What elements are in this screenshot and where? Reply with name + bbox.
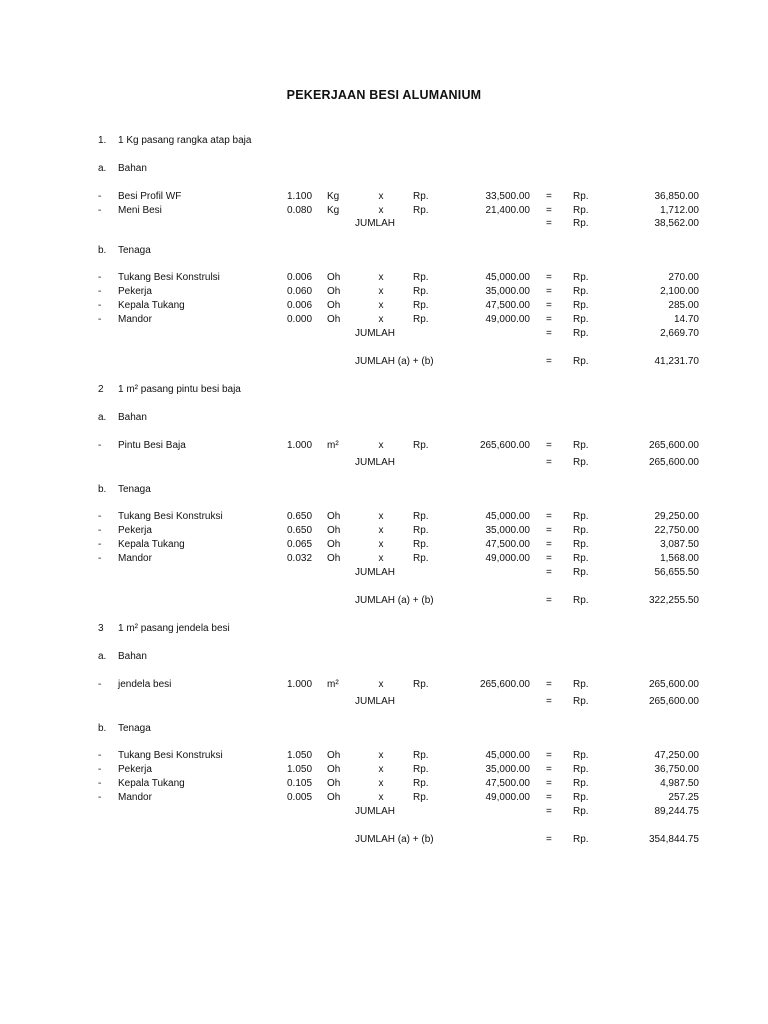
multiply-sign: x <box>378 191 384 202</box>
currency-label: Rp. <box>573 314 589 325</box>
item-total: 265,600.00 <box>648 440 699 451</box>
item-unit-price: 35,000.00 <box>485 286 530 297</box>
currency-label: Rp. <box>573 764 589 775</box>
equals-sign: = <box>546 286 552 297</box>
item-total: 14.70 <box>673 314 699 325</box>
tenaga-jumlah-label: JUMLAH <box>355 328 396 339</box>
item-unit-price: 49,000.00 <box>485 792 530 803</box>
bullet-dash: - <box>98 511 102 522</box>
item-quantity: 0.650 <box>287 525 313 536</box>
bullet-dash: - <box>98 792 102 803</box>
currency-label: Rp. <box>573 300 589 311</box>
item-unit: Oh <box>327 300 341 311</box>
currency-label: Rp. <box>573 205 589 216</box>
tenaga-jumlah-value: 56,655.50 <box>654 567 699 578</box>
currency-label: Rp. <box>413 272 429 283</box>
currency-label: Rp. <box>413 286 429 297</box>
tenaga-jumlah-value: 89,244.75 <box>654 806 699 817</box>
equals-sign: = <box>546 525 552 536</box>
item-name: Besi Profil WF <box>118 191 182 202</box>
bullet-dash: - <box>98 750 102 761</box>
item-unit-price: 45,000.00 <box>485 272 530 283</box>
multiply-sign: x <box>378 750 384 761</box>
item-quantity: 0.006 <box>287 300 313 311</box>
bullet-dash: - <box>98 764 102 775</box>
item-unit-price: 49,000.00 <box>485 314 530 325</box>
currency-label: Rp. <box>573 834 589 845</box>
section-total-value: 354,844.75 <box>648 834 699 845</box>
item-quantity: 0.060 <box>287 286 313 297</box>
equals-sign: = <box>546 679 552 690</box>
equals-sign: = <box>546 440 552 451</box>
item-quantity: 1.050 <box>287 750 313 761</box>
item-unit-price: 45,000.00 <box>485 511 530 522</box>
page-title: PEKERJAAN BESI ALUMANIUM <box>286 88 482 102</box>
subsection-letter: b. <box>98 245 107 256</box>
bullet-dash: - <box>98 679 102 690</box>
bahan-heading: Bahan <box>118 651 147 662</box>
section-title: 1 m² pasang jendela besi <box>118 623 230 634</box>
multiply-sign: x <box>378 792 384 803</box>
currency-label: Rp. <box>573 792 589 803</box>
currency-label: Rp. <box>573 696 589 707</box>
subsection-letter: b. <box>98 484 107 495</box>
item-total: 257.25 <box>668 792 699 803</box>
bullet-dash: - <box>98 525 102 536</box>
multiply-sign: x <box>378 679 384 690</box>
multiply-sign: x <box>378 764 384 775</box>
item-total: 29,250.00 <box>654 511 699 522</box>
item-unit: Oh <box>327 539 341 550</box>
bullet-dash: - <box>98 272 102 283</box>
item-unit: Oh <box>327 792 341 803</box>
section-number: 3 <box>98 623 104 634</box>
currency-label: Rp. <box>573 440 589 451</box>
item-name: Kepala Tukang <box>118 778 185 789</box>
item-name: Pekerja <box>118 764 152 775</box>
currency-label: Rp. <box>413 440 429 451</box>
tenaga-heading: Tenaga <box>118 245 151 256</box>
item-unit-price: 47,500.00 <box>485 300 530 311</box>
item-name: Meni Besi <box>118 205 162 216</box>
bullet-dash: - <box>98 300 102 311</box>
bullet-dash: - <box>98 205 102 216</box>
equals-sign: = <box>546 314 552 325</box>
currency-label: Rp. <box>413 778 429 789</box>
multiply-sign: x <box>378 300 384 311</box>
item-total: 285.00 <box>668 300 699 311</box>
item-unit-price: 33,500.00 <box>485 191 530 202</box>
bahan-jumlah-label: JUMLAH <box>355 218 396 229</box>
equals-sign: = <box>546 553 552 564</box>
item-quantity: 0.032 <box>287 553 313 564</box>
item-unit: Oh <box>327 286 341 297</box>
section-number: 1. <box>98 135 107 146</box>
item-total: 22,750.00 <box>654 525 699 536</box>
tenaga-heading: Tenaga <box>118 723 151 734</box>
item-name: Mandor <box>118 314 152 325</box>
currency-label: Rp. <box>413 300 429 311</box>
item-unit: m² <box>327 679 339 690</box>
item-unit: Oh <box>327 750 341 761</box>
currency-label: Rp. <box>573 553 589 564</box>
currency-label: Rp. <box>573 525 589 536</box>
equals-sign: = <box>546 792 552 803</box>
bahan-heading: Bahan <box>118 163 147 174</box>
currency-label: Rp. <box>573 567 589 578</box>
equals-sign: = <box>546 595 552 606</box>
currency-label: Rp. <box>573 191 589 202</box>
multiply-sign: x <box>378 553 384 564</box>
bullet-dash: - <box>98 440 102 451</box>
equals-sign: = <box>546 778 552 789</box>
multiply-sign: x <box>378 525 384 536</box>
section-total-value: 41,231.70 <box>654 356 699 367</box>
section-total-label: JUMLAH (a) + (b) <box>355 834 434 845</box>
equals-sign: = <box>546 539 552 550</box>
bullet-dash: - <box>98 553 102 564</box>
equals-sign: = <box>546 457 552 468</box>
multiply-sign: x <box>378 272 384 283</box>
item-quantity: 0.065 <box>287 539 313 550</box>
bullet-dash: - <box>98 778 102 789</box>
item-unit: Kg <box>327 191 340 202</box>
equals-sign: = <box>546 834 552 845</box>
tenaga-jumlah-label: JUMLAH <box>355 806 396 817</box>
currency-label: Rp. <box>413 511 429 522</box>
equals-sign: = <box>546 764 552 775</box>
section-total-value: 322,255.50 <box>648 595 699 606</box>
bahan-jumlah-label: JUMLAH <box>355 696 396 707</box>
item-unit: Oh <box>327 764 341 775</box>
item-quantity: 0.105 <box>287 778 313 789</box>
item-unit-price: 265,600.00 <box>479 679 530 690</box>
currency-label: Rp. <box>573 539 589 550</box>
equals-sign: = <box>546 272 552 283</box>
item-unit: Oh <box>327 778 341 789</box>
item-unit: Oh <box>327 525 341 536</box>
item-unit-price: 45,000.00 <box>485 750 530 761</box>
subsection-letter: b. <box>98 723 107 734</box>
item-unit: m² <box>327 440 339 451</box>
bullet-dash: - <box>98 286 102 297</box>
item-total: 47,250.00 <box>654 750 699 761</box>
currency-label: Rp. <box>413 539 429 550</box>
currency-label: Rp. <box>413 314 429 325</box>
currency-label: Rp. <box>413 792 429 803</box>
item-quantity: 0.650 <box>287 511 313 522</box>
item-quantity: 0.000 <box>287 314 313 325</box>
item-unit-price: 35,000.00 <box>485 525 530 536</box>
item-name: Mandor <box>118 792 152 803</box>
equals-sign: = <box>546 806 552 817</box>
currency-label: Rp. <box>413 525 429 536</box>
multiply-sign: x <box>378 286 384 297</box>
currency-label: Rp. <box>573 457 589 468</box>
multiply-sign: x <box>378 440 384 451</box>
currency-label: Rp. <box>413 764 429 775</box>
bahan-jumlah-value: 265,600.00 <box>648 457 699 468</box>
item-unit: Kg <box>327 205 340 216</box>
item-unit-price: 265,600.00 <box>479 440 530 451</box>
item-name: Tukang Besi Konstruksi <box>118 750 223 761</box>
currency-label: Rp. <box>573 679 589 690</box>
subsection-letter: a. <box>98 651 107 662</box>
item-quantity: 0.005 <box>287 792 313 803</box>
bahan-jumlah-value: 38,562.00 <box>654 218 699 229</box>
section-total-label: JUMLAH (a) + (b) <box>355 595 434 606</box>
section-title: 1 Kg pasang rangka atap baja <box>118 135 252 146</box>
currency-label: Rp. <box>573 750 589 761</box>
currency-label: Rp. <box>573 511 589 522</box>
item-name: Pintu Besi Baja <box>118 440 186 451</box>
tenaga-jumlah-label: JUMLAH <box>355 567 396 578</box>
equals-sign: = <box>546 696 552 707</box>
section-number: 2 <box>98 384 104 395</box>
currency-label: Rp. <box>573 328 589 339</box>
section-title: 1 m² pasang pintu besi baja <box>118 384 241 395</box>
bullet-dash: - <box>98 314 102 325</box>
item-unit: Oh <box>327 553 341 564</box>
multiply-sign: x <box>378 314 384 325</box>
currency-label: Rp. <box>573 356 589 367</box>
currency-label: Rp. <box>413 553 429 564</box>
item-name: Tukang Besi Konstruksi <box>118 511 223 522</box>
item-quantity: 0.080 <box>287 205 313 216</box>
multiply-sign: x <box>378 205 384 216</box>
subsection-letter: a. <box>98 412 107 423</box>
currency-label: Rp. <box>573 595 589 606</box>
equals-sign: = <box>546 205 552 216</box>
section-total-label: JUMLAH (a) + (b) <box>355 356 434 367</box>
item-unit: Oh <box>327 272 341 283</box>
bahan-jumlah-value: 265,600.00 <box>648 696 699 707</box>
multiply-sign: x <box>378 778 384 789</box>
equals-sign: = <box>546 511 552 522</box>
item-name: Kepala Tukang <box>118 300 185 311</box>
currency-label: Rp. <box>413 205 429 216</box>
equals-sign: = <box>546 218 552 229</box>
currency-label: Rp. <box>413 679 429 690</box>
item-unit-price: 47,500.00 <box>485 778 530 789</box>
item-unit-price: 49,000.00 <box>485 553 530 564</box>
item-total: 1,712.00 <box>660 205 699 216</box>
currency-label: Rp. <box>413 750 429 761</box>
item-unit-price: 35,000.00 <box>485 764 530 775</box>
item-total: 1,568.00 <box>660 553 699 564</box>
equals-sign: = <box>546 191 552 202</box>
bullet-dash: - <box>98 539 102 550</box>
subsection-letter: a. <box>98 163 107 174</box>
equals-sign: = <box>546 567 552 578</box>
item-name: Pekerja <box>118 286 152 297</box>
item-name: Pekerja <box>118 525 152 536</box>
multiply-sign: x <box>378 539 384 550</box>
item-total: 36,750.00 <box>654 764 699 775</box>
item-unit-price: 47,500.00 <box>485 539 530 550</box>
currency-label: Rp. <box>573 218 589 229</box>
equals-sign: = <box>546 356 552 367</box>
bullet-dash: - <box>98 191 102 202</box>
item-total: 4,987.50 <box>660 778 699 789</box>
tenaga-heading: Tenaga <box>118 484 151 495</box>
currency-label: Rp. <box>573 272 589 283</box>
equals-sign: = <box>546 300 552 311</box>
item-name: Kepala Tukang <box>118 539 185 550</box>
currency-label: Rp. <box>413 191 429 202</box>
item-quantity: 1.000 <box>287 440 313 451</box>
item-total: 270.00 <box>668 272 699 283</box>
currency-label: Rp. <box>573 806 589 817</box>
equals-sign: = <box>546 750 552 761</box>
equals-sign: = <box>546 328 552 339</box>
item-quantity: 1.000 <box>287 679 313 690</box>
multiply-sign: x <box>378 511 384 522</box>
item-total: 3,087.50 <box>660 539 699 550</box>
item-name: Tukang Besi Konstrulsi <box>118 272 220 283</box>
item-unit: Oh <box>327 314 341 325</box>
item-name: jendela besi <box>118 679 172 690</box>
item-quantity: 1.050 <box>287 764 313 775</box>
item-total: 36,850.00 <box>654 191 699 202</box>
currency-label: Rp. <box>573 778 589 789</box>
item-unit: Oh <box>327 511 341 522</box>
item-quantity: 1.100 <box>287 191 313 202</box>
item-total: 265,600.00 <box>648 679 699 690</box>
item-total: 2,100.00 <box>660 286 699 297</box>
tenaga-jumlah-value: 2,669.70 <box>660 328 699 339</box>
item-quantity: 0.006 <box>287 272 313 283</box>
item-unit-price: 21,400.00 <box>485 205 530 216</box>
item-name: Mandor <box>118 553 152 564</box>
currency-label: Rp. <box>573 286 589 297</box>
bahan-heading: Bahan <box>118 412 147 423</box>
bahan-jumlah-label: JUMLAH <box>355 457 396 468</box>
